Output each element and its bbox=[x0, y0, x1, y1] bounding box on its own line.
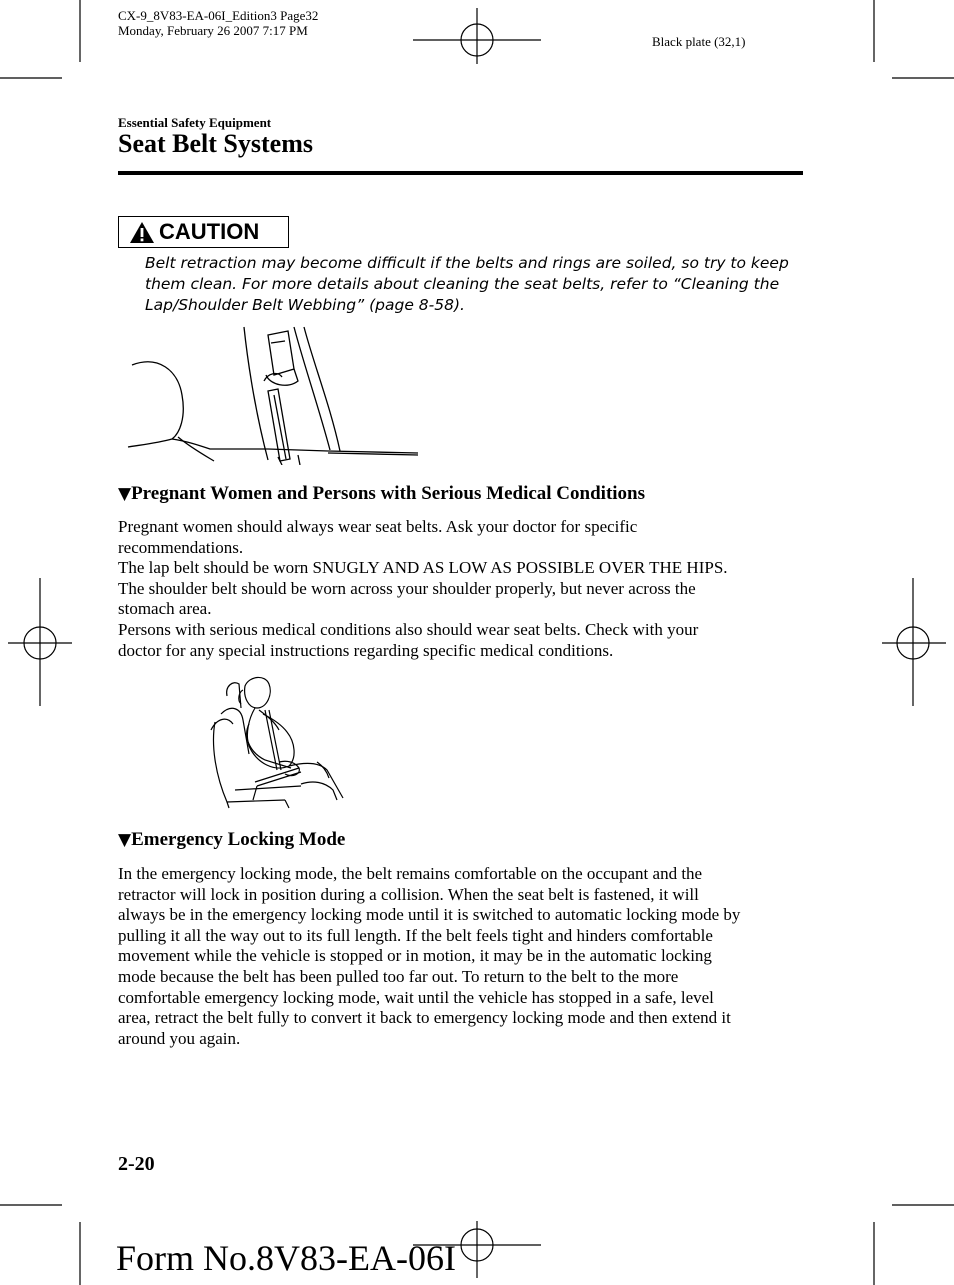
seat-belt-illustration bbox=[118, 325, 423, 465]
caution-box bbox=[118, 216, 289, 248]
paragraph-line: mode because the belt has been pulled too far out. To return to the belt to the more bbox=[118, 966, 679, 986]
heading-pregnant-women bbox=[118, 483, 645, 505]
page-title: Seat Belt Systems bbox=[118, 129, 313, 158]
paragraph-line: The lap belt should be worn SNUGLY AND AS LOW AS POSSIBLE OVER THE HIPS. bbox=[118, 558, 728, 578]
triangle-down-icon: ▼ bbox=[118, 484, 132, 504]
form-number: Form No.8V83-EA-06I bbox=[116, 1238, 456, 1278]
paragraph-line: Persons with serious medical conditions also should wear seat belts. Check with your bbox=[118, 619, 699, 639]
paragraph-line: recommendations. bbox=[118, 537, 244, 557]
pregnant-women-text bbox=[118, 517, 808, 661]
caution-text bbox=[145, 253, 805, 316]
pregnant-woman-illustration bbox=[205, 674, 350, 809]
emergency-locking-text bbox=[118, 864, 808, 1049]
paragraph-line: area, retract the belt fully to convert it back to emergency locking mode and then extend it bbox=[118, 1008, 731, 1028]
plate-label: Black plate (32,1) bbox=[652, 34, 746, 49]
triangle-down-icon: ▼ bbox=[118, 830, 132, 850]
paragraph-line: retractor will lock in position during a collision. When the seat belt is fastened, it will bbox=[118, 884, 699, 904]
page-number: 2-20 bbox=[118, 1153, 155, 1175]
heading-emergency-locking-mode bbox=[118, 829, 345, 851]
heading-text: Pregnant Women and Persons with Serious Medical Conditions bbox=[131, 483, 646, 504]
caution-label: CAUTION bbox=[159, 219, 260, 244]
caution-line: them clean. For more details about cleaning the seat belts, refer to “Cleaning the bbox=[145, 275, 780, 293]
paragraph-line: always be in the emergency locking mode until it is switched to automatic locking mode by bbox=[118, 905, 741, 925]
paragraph-line: comfortable emergency locking mode, wait until the vehicle has stopped in a safe, level bbox=[118, 987, 714, 1007]
paragraph-line: stomach area. bbox=[118, 599, 212, 619]
slug-date-line: Monday, February 26 2007 7:17 PM bbox=[118, 23, 308, 38]
slug-info bbox=[118, 8, 318, 38]
paragraph-line: doctor for any special instructions regarding specific medical conditions. bbox=[118, 640, 614, 660]
paragraph-line: In the emergency locking mode, the belt remains comfortable on the occupant and the bbox=[118, 864, 703, 883]
paragraph-line: around you again. bbox=[118, 1028, 241, 1048]
paragraph-line: movement while the vehicle is stopped or in motion, it may be in the automatic locking bbox=[118, 946, 712, 966]
warning-triangle-icon bbox=[129, 221, 155, 244]
caution-line: Belt retraction may become difficult if the belts and rings are soiled, so try to keep bbox=[145, 254, 789, 272]
heading-text: Emergency Locking Mode bbox=[131, 829, 346, 850]
section-label: Essential Safety Equipment bbox=[118, 115, 272, 130]
caution-line: Lap/Shoulder Belt Webbing” (page 8-58). bbox=[145, 296, 465, 314]
paragraph-line: The shoulder belt should be worn across your shoulder properly, but never across the bbox=[118, 578, 696, 598]
paragraph-line: Pregnant women should always wear seat belts. Ask your doctor for specific bbox=[118, 517, 638, 536]
slug-file-line: CX-9_8V83-EA-06I_Edition3 Page32 bbox=[118, 8, 319, 23]
title-rule bbox=[118, 171, 803, 175]
paragraph-line: pulling it all the way out to its full length. If the belt feels tight and hinders comfortable bbox=[118, 925, 713, 945]
